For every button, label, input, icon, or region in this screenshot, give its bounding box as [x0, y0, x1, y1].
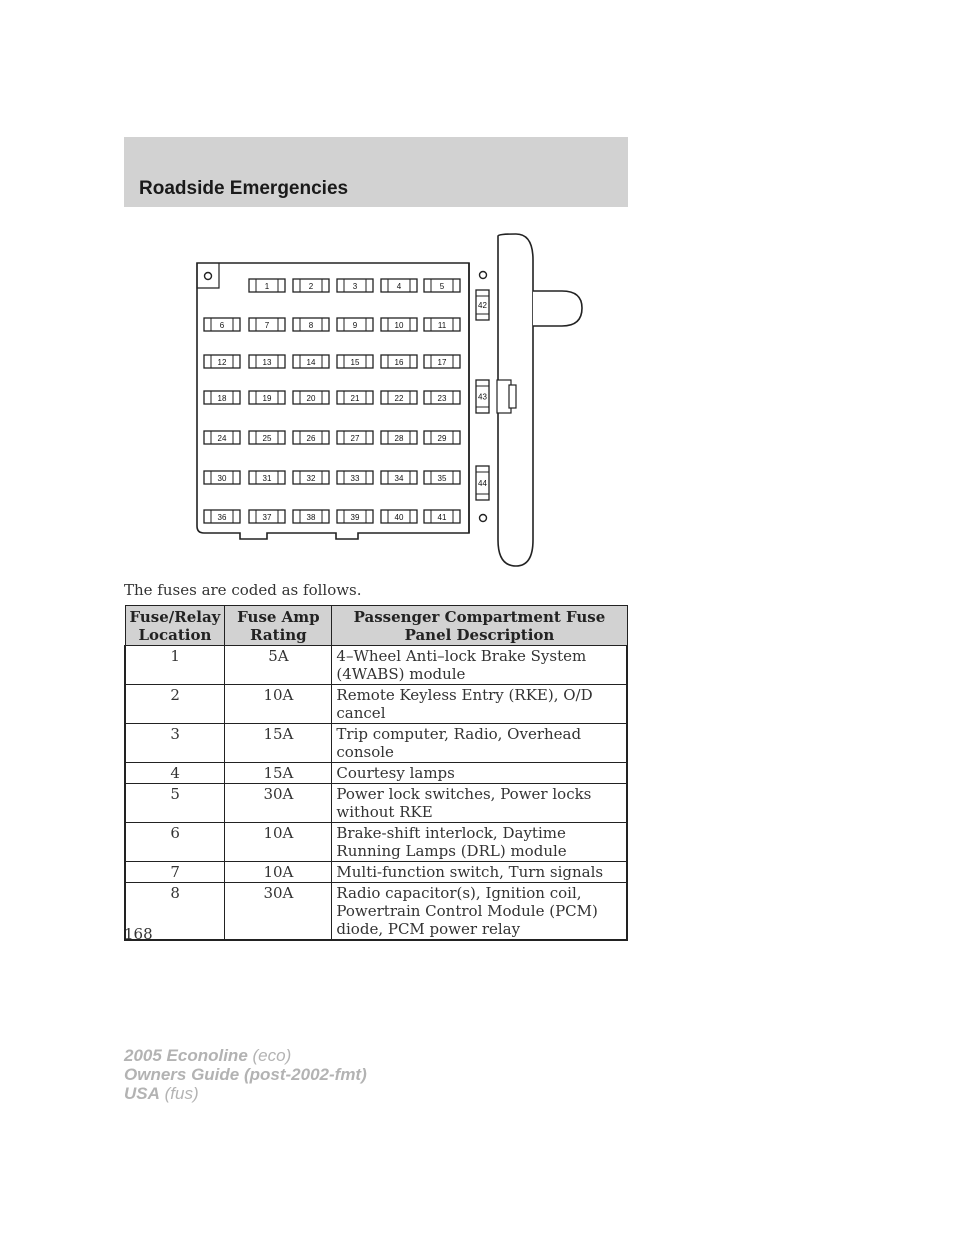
header-rating: Fuse Amp Rating — [225, 606, 332, 646]
footer-guide: Owners Guide (post-2002-fmt) — [124, 1065, 367, 1084]
fuse-number: 33 — [350, 474, 360, 483]
fuse-number: 1 — [264, 282, 270, 291]
cell-location: 7 — [125, 862, 225, 883]
footer-market-code: (fus) — [164, 1084, 199, 1103]
cell-description: Power lock switches, Power locks without RKE — [332, 784, 627, 823]
fuse-number: 18 — [217, 394, 227, 403]
fuse-number: 24 — [217, 434, 227, 443]
cell-description: Multi-function switch, Turn signals — [332, 862, 627, 883]
fuse-slot-vertical — [476, 290, 489, 320]
fuse-number: 16 — [394, 358, 404, 367]
fuse-number: 22 — [394, 394, 404, 403]
fuse-slot — [204, 510, 240, 523]
fuse-number: 29 — [437, 434, 447, 443]
fuse-number: 25 — [262, 434, 272, 443]
fuse-slot — [337, 391, 373, 404]
fuse-slot — [424, 431, 460, 444]
fuse-slot — [293, 471, 329, 484]
fuse-number: 21 — [350, 394, 360, 403]
fuse-number: 43 — [478, 392, 487, 402]
cell-description: Remote Keyless Entry (RKE), O/D cancel — [332, 685, 627, 724]
fuse-number: 37 — [262, 513, 272, 522]
fuse-number: 6 — [219, 321, 225, 330]
table-row — [125, 883, 627, 941]
fuse-number: 3 — [352, 282, 358, 291]
fuse-number: 27 — [350, 434, 360, 443]
fuse-slot — [381, 391, 417, 404]
fuse-number: 39 — [350, 513, 360, 522]
relay-clip-inner — [509, 385, 516, 408]
footer-model-code: (eco) — [252, 1046, 292, 1065]
fuse-slot — [204, 318, 240, 331]
cell-location: 2 — [125, 685, 225, 724]
fuse-number: 11 — [437, 321, 447, 330]
fuse-number: 20 — [306, 394, 316, 403]
cell-location: 3 — [125, 724, 225, 763]
fuse-slot — [249, 318, 285, 331]
fuse-slot — [204, 355, 240, 368]
fuse-number: 26 — [306, 434, 316, 443]
fuse-slot — [424, 318, 460, 331]
cell-description: Brake-shift interlock, Daytime Running Lamps (DRL) module — [332, 823, 627, 862]
cell-location: 4 — [125, 763, 225, 784]
fuse-number: 31 — [262, 474, 272, 483]
table-header-row — [125, 606, 627, 646]
fuse-slot — [249, 510, 285, 523]
fuse-number: 38 — [306, 513, 316, 522]
fuse-number: 10 — [394, 321, 404, 330]
header-location: Fuse/Relay Location — [125, 606, 225, 646]
intro-text: The fuses are coded as follows. — [124, 581, 362, 599]
fuse-number: 4 — [396, 282, 402, 291]
fuse-slot — [381, 510, 417, 523]
cell-location: 5 — [125, 784, 225, 823]
cell-rating: 30A — [225, 784, 332, 823]
cell-location: 8 — [125, 883, 225, 941]
cell-location: 6 — [125, 823, 225, 862]
table-row — [125, 685, 627, 724]
cell-rating: 30A — [225, 883, 332, 941]
fuse-number: 12 — [217, 358, 227, 367]
footer-model: 2005 Econoline — [124, 1046, 248, 1065]
table-row — [125, 646, 627, 685]
fuse-slot — [249, 355, 285, 368]
fuse-slot — [204, 391, 240, 404]
fuse-slot — [424, 510, 460, 523]
footer-line-2 — [124, 1065, 367, 1084]
cell-rating: 10A — [225, 685, 332, 724]
cell-rating: 15A — [225, 724, 332, 763]
fuse-number: 17 — [437, 358, 447, 367]
panel-corner — [197, 263, 219, 288]
fuse-table — [124, 605, 628, 941]
fuse-slot — [424, 391, 460, 404]
fuse-slot — [424, 279, 460, 292]
cell-rating: 15A — [225, 763, 332, 784]
page-number: 168 — [124, 925, 153, 943]
fuse-number: 30 — [217, 474, 227, 483]
fuse-number: 9 — [352, 321, 358, 330]
mount-hole-top-left — [205, 273, 212, 280]
footer-line-1 — [124, 1046, 367, 1065]
fuse-slot-vertical — [476, 466, 489, 500]
fuse-number: 42 — [478, 301, 487, 310]
cell-location: 1 — [125, 646, 225, 685]
fuse-slot — [249, 431, 285, 444]
fuse-slot — [381, 471, 417, 484]
fuse-number: 40 — [394, 513, 404, 522]
footer — [124, 1046, 367, 1103]
fuse-number: 35 — [437, 474, 447, 483]
fuse-slot — [337, 355, 373, 368]
fuse-slot — [293, 279, 329, 292]
fuse-slot — [424, 355, 460, 368]
section-header — [124, 137, 628, 207]
cell-rating: 10A — [225, 823, 332, 862]
fuse-slot — [293, 318, 329, 331]
fuse-slot — [424, 471, 460, 484]
table-row — [125, 823, 627, 862]
fuse-panel-diagram — [190, 230, 590, 575]
fuse-slot — [204, 431, 240, 444]
fuse-slot — [337, 471, 373, 484]
fuse-slot — [337, 431, 373, 444]
fuse-slot — [337, 279, 373, 292]
fuse-number: 5 — [439, 282, 445, 291]
fuse-number: 19 — [262, 394, 272, 403]
footer-line-3 — [124, 1084, 367, 1103]
fuse-number: 7 — [264, 321, 270, 330]
fuse-number: 2 — [308, 282, 314, 291]
cell-rating: 5A — [225, 646, 332, 685]
fuse-slot — [293, 431, 329, 444]
header-description: Passenger Compartment Fuse Panel Description — [332, 606, 627, 646]
table-row — [125, 784, 627, 823]
fuse-number: 36 — [217, 513, 227, 522]
fuse-number: 41 — [437, 513, 447, 522]
fuse-slot — [293, 355, 329, 368]
connector-lug — [533, 291, 582, 326]
fuse-slot — [249, 279, 285, 292]
fuse-slot — [204, 471, 240, 484]
fuse-number: 44 — [478, 479, 487, 488]
table-row — [125, 862, 627, 883]
cell-rating: 10A — [225, 862, 332, 883]
fuse-slot — [381, 431, 417, 444]
section-title: Roadside Emergencies — [139, 178, 349, 199]
fuse-number: 14 — [306, 358, 316, 367]
fuse-number: 34 — [394, 474, 404, 483]
fuse-number: 23 — [437, 394, 447, 403]
fuse-slot-vertical — [476, 380, 489, 413]
fuse-group — [204, 279, 489, 523]
cell-description: Trip computer, Radio, Overhead console — [332, 724, 627, 763]
fuse-slot — [337, 318, 373, 331]
fuse-slot — [337, 510, 373, 523]
fuse-slot — [381, 355, 417, 368]
footer-market: USA — [124, 1084, 160, 1103]
fuse-slot — [293, 391, 329, 404]
cell-description: 4–Wheel Anti–lock Brake System (4WABS) module — [332, 646, 627, 685]
fuse-slot — [381, 279, 417, 292]
fuse-slot — [249, 471, 285, 484]
fuse-panel-svg — [190, 230, 590, 575]
fuse-slot — [381, 318, 417, 331]
table-row — [125, 724, 627, 763]
fuse-number: 8 — [308, 321, 314, 330]
cell-description: Courtesy lamps — [332, 763, 627, 784]
fuse-number: 13 — [262, 358, 272, 367]
mount-hole-right-bottom — [480, 515, 487, 522]
table-row — [125, 763, 627, 784]
fuse-slot — [249, 391, 285, 404]
mount-hole-right-top — [480, 272, 487, 279]
fuse-slot — [293, 510, 329, 523]
fuse-number: 28 — [394, 434, 404, 443]
fuse-number: 15 — [350, 358, 360, 367]
fuse-number: 32 — [306, 474, 316, 483]
cell-description: Radio capacitor(s), Ignition coil, Powertrain Control Module (PCM) diode, PCM power relay — [332, 883, 627, 941]
